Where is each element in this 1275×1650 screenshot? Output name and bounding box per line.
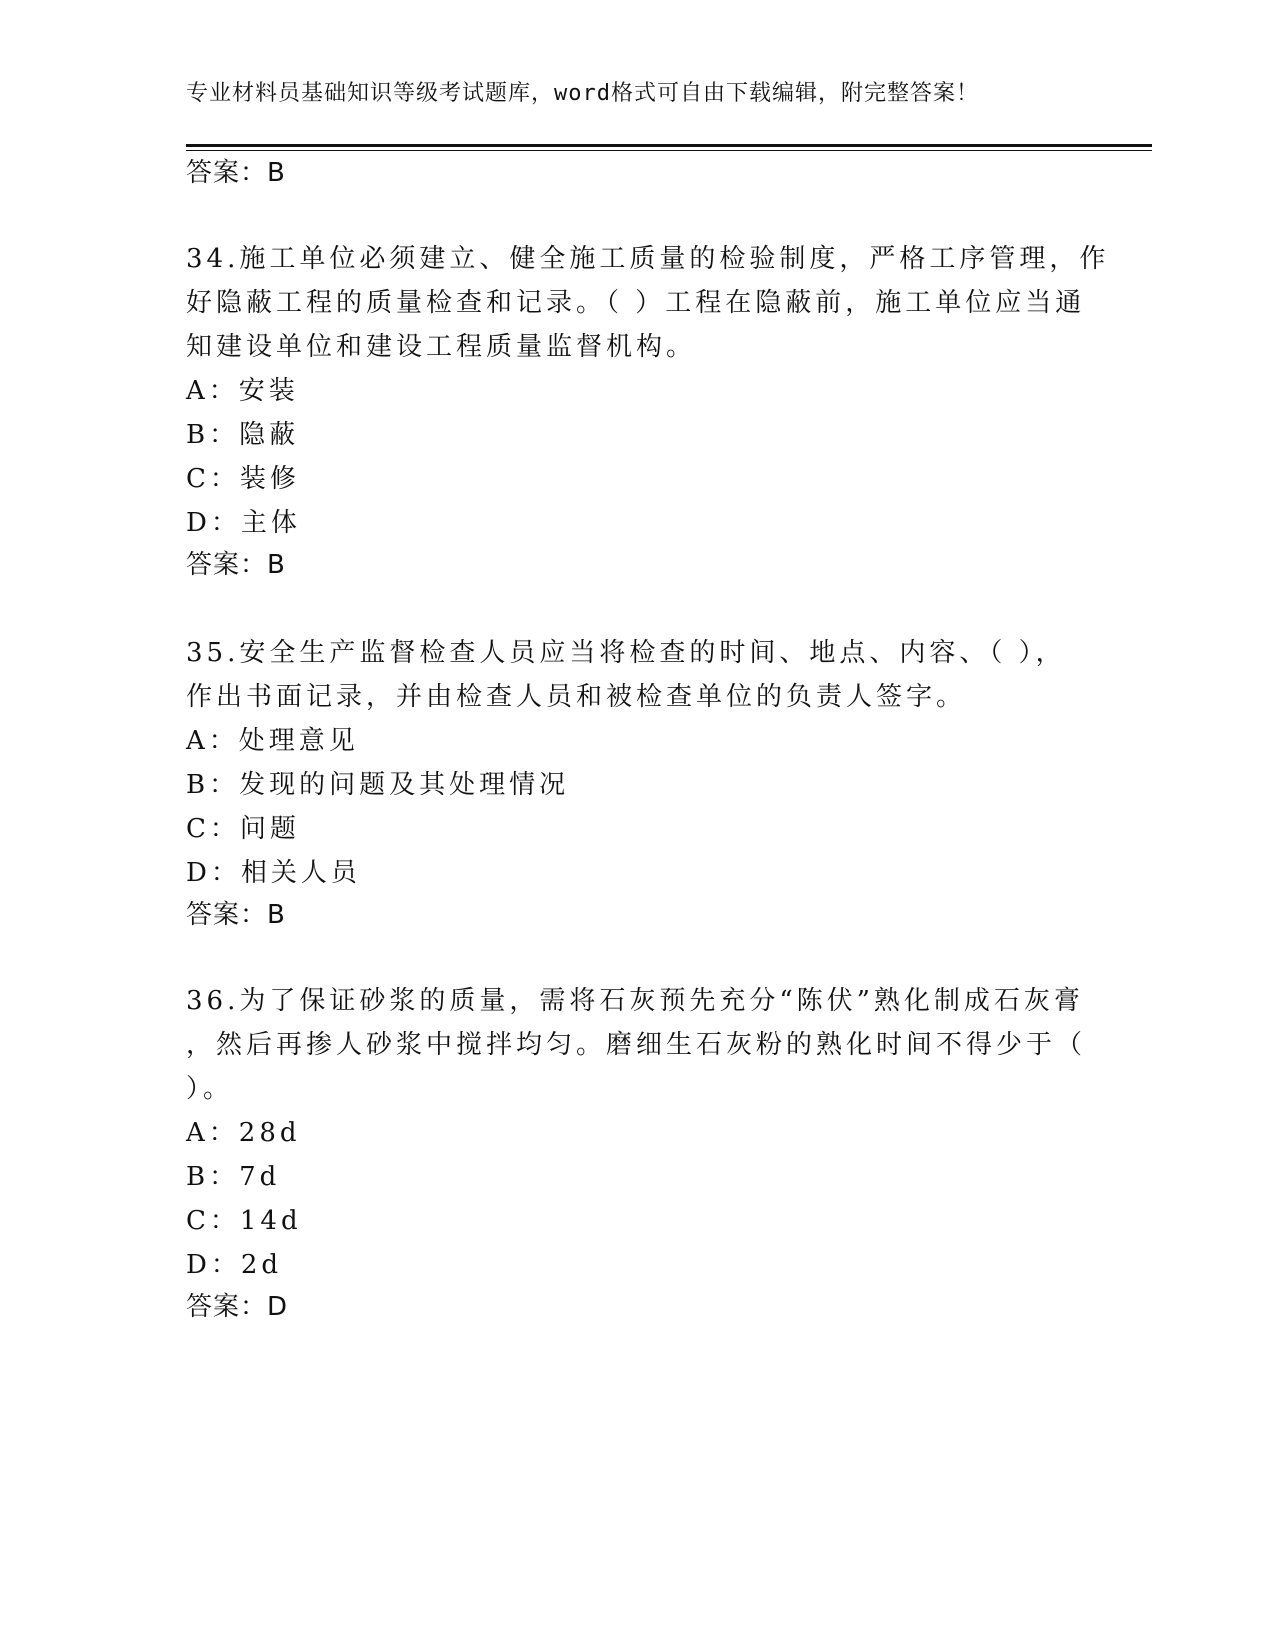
question-35-line-1: 35.安全生产监督检查人员应当将检查的时间、地点、内容、（ ），	[186, 638, 1066, 668]
question-34-option-b: B：隐蔽	[186, 420, 300, 450]
previous-answer: 答案：B	[186, 158, 286, 188]
question-36-line-1: 36.为了保证砂浆的质量，需将石灰预先充分“陈伏”熟化制成石灰膏	[186, 986, 1084, 1016]
question-36-line-2: ，然后再掺人砂浆中搅拌均匀。磨细生石灰粉的熟化时间不得少于（	[186, 1030, 1087, 1060]
question-36-answer: 答案：D	[186, 1292, 289, 1322]
header-rule-thick	[186, 144, 1152, 147]
question-35-option-c: C：问题	[186, 814, 300, 844]
question-36-option-c: C：14d	[186, 1206, 302, 1236]
question-35-option-a: A：处理意见	[186, 726, 359, 756]
question-34-line-1: 34.施工单位必须建立、健全施工质量的检验制度，严格工序管理，作	[186, 244, 1110, 274]
question-36-line-3: ）。	[186, 1074, 234, 1104]
question-36-option-b: B：7d	[186, 1162, 281, 1192]
question-34-option-a: A：安装	[186, 376, 299, 406]
question-34-line-3: 知建设单位和建设工程质量监督机构。	[186, 332, 697, 362]
question-36-option-d: D：2d	[186, 1250, 283, 1280]
question-34-answer: 答案：B	[186, 550, 286, 580]
question-35-option-b: B：发现的问题及其处理情况	[186, 770, 570, 800]
question-34-option-d: D：主体	[186, 508, 301, 538]
question-34-line-2: 好隐蔽工程的质量检查和记录。（ ）工程在隐蔽前，施工单位应当通	[186, 288, 1086, 318]
header-rule-thin	[186, 150, 1152, 151]
question-35-line-2: 作出书面记录，并由检查人员和被检查单位的负责人签字。	[186, 682, 967, 712]
page-header: 专业材料员基础知识等级考试题库，word格式可自由下载编辑，附完整答案！	[186, 81, 979, 106]
question-34-option-c: C：装修	[186, 464, 300, 494]
question-36-option-a: A：28d	[186, 1118, 301, 1148]
question-35-option-d: D：相关人员	[186, 858, 361, 888]
question-35-answer: 答案：B	[186, 900, 286, 930]
